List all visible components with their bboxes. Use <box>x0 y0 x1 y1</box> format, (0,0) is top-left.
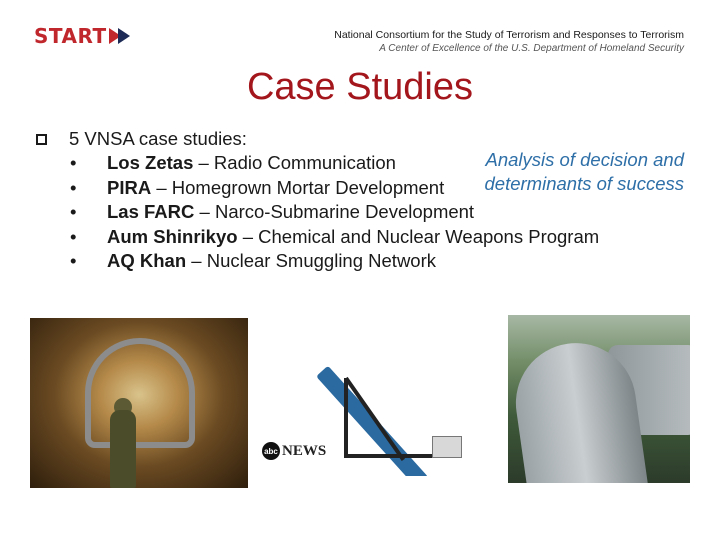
list-item: • PIRA – Homegrown Mortar Development <box>70 176 445 198</box>
case-name: Aum Shinrikyo <box>107 225 238 247</box>
start-logo <box>34 24 130 48</box>
checkbox-bullet-icon <box>36 134 47 145</box>
tunnel-photo <box>30 318 248 488</box>
case-description: – Radio Communication <box>193 152 396 173</box>
header-subtitle: A Center of Excellence of the U.S. Department of Homeland Security <box>379 43 684 54</box>
header-organization: National Consortium for the Study of Terrorism and Responses to Terrorism <box>334 29 684 41</box>
soldier-figure <box>110 410 136 488</box>
case-description: – Nuclear Smuggling Network <box>186 250 436 271</box>
note-line-2: determinants of success <box>484 173 684 194</box>
case-description: – Chemical and Nuclear Weapons Program <box>237 225 600 247</box>
slide-title: Case Studies <box>246 66 473 108</box>
mortar-frame <box>344 378 348 458</box>
note-line-1: Analysis of decision and <box>485 149 684 170</box>
main-bullet <box>36 128 247 150</box>
logo-text: START <box>34 24 107 48</box>
case-description: – Narco-Submarine Development <box>194 201 475 222</box>
case-name: Las FARC <box>107 201 195 222</box>
case-description: – Homegrown Mortar Development <box>151 176 445 198</box>
list-item: • Aum Shinrikyo – Chemical and Nuclear Weapons Program <box>70 225 600 247</box>
list-item: • Los Zetas – Radio Communication <box>70 152 396 173</box>
mortar-tube <box>316 366 428 476</box>
list-item: • AQ Khan – Nuclear Smuggling Network <box>70 250 436 271</box>
list-item: • Las FARC – Narco-Submarine Development <box>70 201 475 222</box>
main-bullet-text: 5 VNSA case studies: <box>69 128 247 149</box>
abc-news-text: NEWS <box>282 442 327 459</box>
narco-submarine-photo <box>508 315 690 483</box>
case-name: Los Zetas <box>107 152 194 173</box>
abc-news-logo <box>262 442 326 460</box>
case-name: AQ Khan <box>107 250 187 271</box>
case-name: PIRA <box>107 176 152 198</box>
mortar-base <box>344 454 434 458</box>
tunnel-arch <box>85 338 195 448</box>
launch-box <box>432 436 462 458</box>
logo-arrows-icon <box>109 28 130 44</box>
header <box>334 29 684 55</box>
analysis-note <box>485 148 684 196</box>
abc-logo-icon: abc <box>262 442 280 460</box>
